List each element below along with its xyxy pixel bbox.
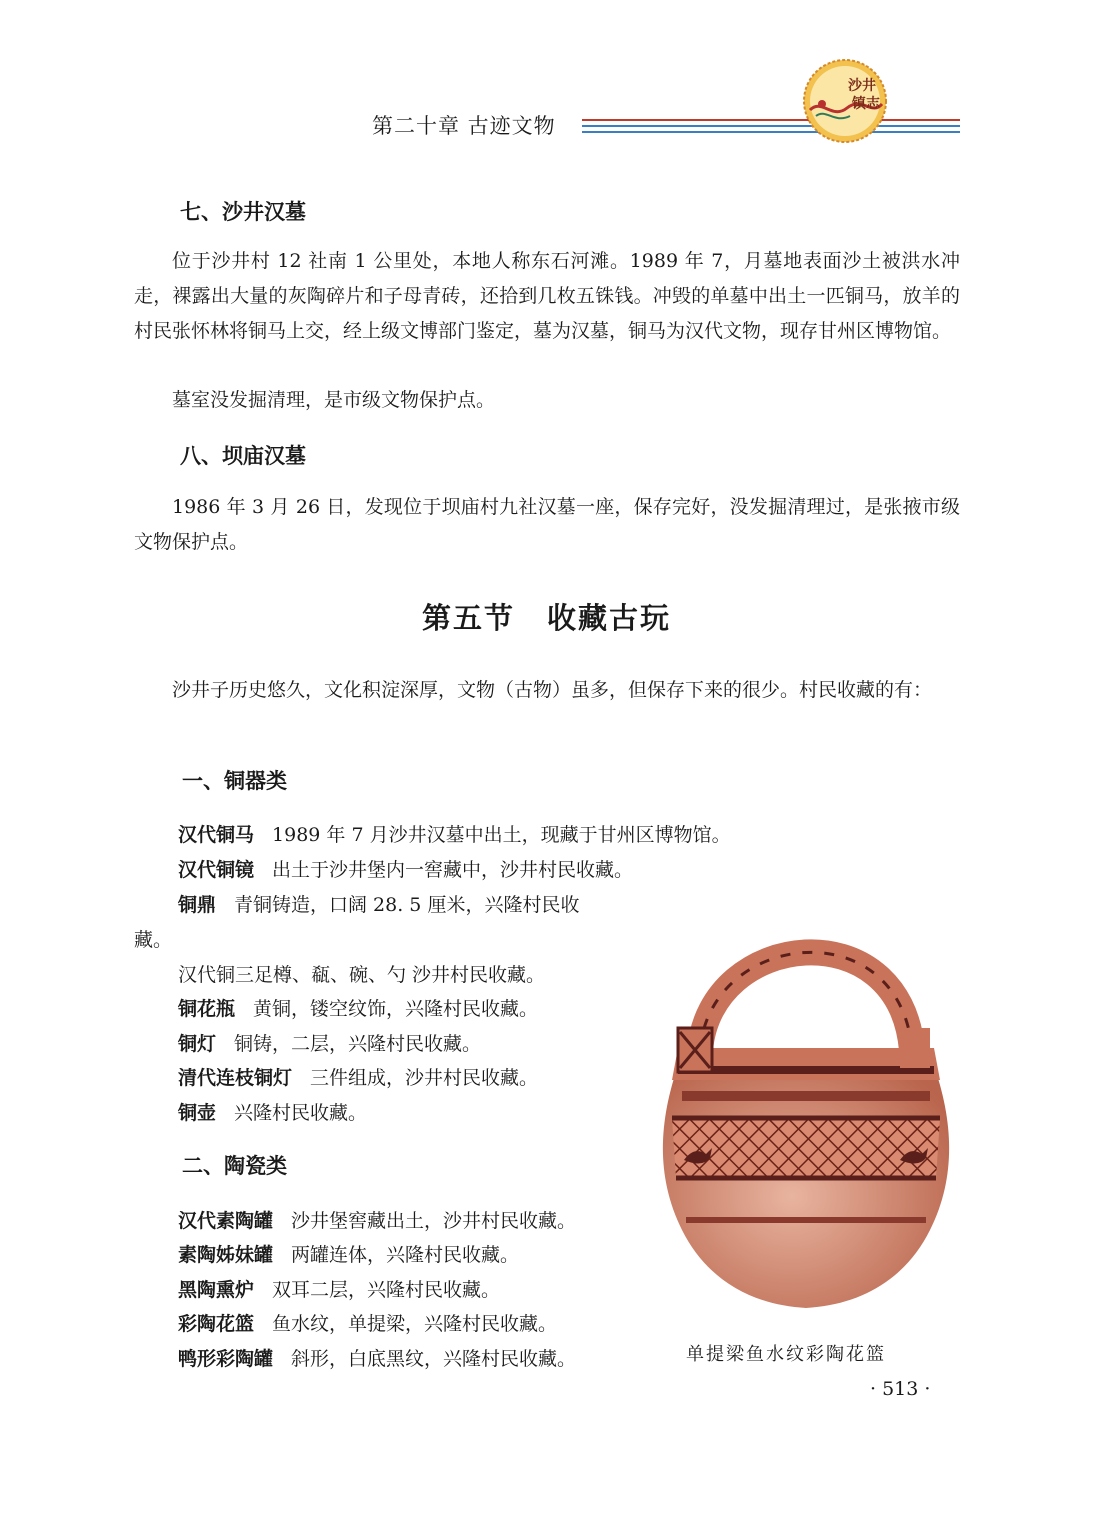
paragraph-collection-intro: 沙井子历史悠久，文化积淀深厚，文物（古物）虽多，但保存下来的很少。村民收藏的有： bbox=[172, 679, 933, 701]
list-item: 汉代素陶罐 沙井堡窖藏出土，沙井村民收藏。 bbox=[178, 1210, 577, 1232]
header-rule-blue-2 bbox=[582, 131, 960, 133]
painted-pottery-basket-image bbox=[650, 920, 962, 1320]
list-item: 鸭形彩陶罐 斜形，白底黑纹，兴隆村民收藏。 bbox=[178, 1348, 577, 1370]
list-item-wrap: 藏。 bbox=[134, 929, 173, 951]
list-item: 铜灯 铜铸，二层，兴隆村民收藏。 bbox=[178, 1033, 482, 1055]
list-item: 黑陶熏炉 双耳二层，兴隆村民收藏。 bbox=[178, 1279, 501, 1301]
section-title bbox=[0, 596, 1093, 637]
page-number: · 513 · bbox=[870, 1378, 931, 1400]
svg-text:镇志: 镇志 bbox=[852, 96, 880, 112]
heading-shajing-han-tomb: 七、沙井汉墓 bbox=[180, 200, 306, 224]
paragraph-bamiao-han-tomb: 1986 年 3 月 26 日，发现位于坝庙村九社汉墓一座，保存完好，没发掘清理过，是张掖市级文物保护点。 bbox=[134, 496, 960, 553]
figure-caption: 单提梁鱼水纹彩陶花篮 bbox=[686, 1344, 886, 1365]
list-item: 素陶姊妹罐 两罐连体，兴隆村民收藏。 bbox=[178, 1244, 520, 1266]
town-gazetteer-seal-icon bbox=[802, 58, 888, 144]
list-item: 彩陶花篮 鱼水纹，单提梁，兴隆村民收藏。 bbox=[178, 1313, 558, 1335]
list-item: 汉代铜马 1989 年 7 月沙井汉墓中出土，现藏于甘州区博物馆。 bbox=[178, 824, 731, 846]
chapter-header: 第二十章 古迹文物 bbox=[372, 114, 556, 138]
list-item: 汉代铜三足樽、瓻、碗、勺 沙井村民收藏。 bbox=[178, 964, 546, 986]
header-rule-blue-1 bbox=[582, 125, 960, 127]
list-item: 汉代铜镜 出土于沙井堡内一窖藏中，沙井村民收藏。 bbox=[178, 859, 634, 881]
list-item: 铜花瓶 黄铜，镂空纹饰，兴隆村民收藏。 bbox=[178, 998, 539, 1020]
paragraph-protection-status: 墓室没发掘清理，是市级文物保护点。 bbox=[172, 389, 496, 411]
header-rule-red bbox=[582, 119, 960, 121]
heading-bronze: 一、铜器类 bbox=[182, 769, 287, 793]
heading-bamiao-han-tomb: 八、坝庙汉墓 bbox=[180, 444, 306, 468]
svg-text:沙井: 沙井 bbox=[848, 78, 876, 94]
section-number: 第五节 bbox=[421, 601, 515, 635]
section-name: 收藏古玩 bbox=[547, 601, 672, 635]
paragraph-shajing-han-tomb: 位于沙井村 12 社南 1 公里处，本地人称东石河滩。1989 年 7，月墓地表面沙土被洪水冲走，裸露出大量的灰陶碎片和子母青砖，还拾到几枚五铢钱。冲毁的单墓中出土一匹铜马，放羊的村民张怀林将铜马上交，经上级文博部门鉴定，墓为汉墓，铜马为汉代文物，现存甘州区博物馆。 bbox=[134, 250, 960, 342]
list-item: 清代连枝铜灯 三件组成，沙井村民收藏。 bbox=[178, 1067, 539, 1089]
list-item: 铜鼎 青铜铸造，口阔 28. 5 厘米，兴隆村民收 bbox=[178, 894, 580, 916]
heading-pottery: 二、陶瓷类 bbox=[182, 1154, 287, 1178]
list-item: 铜壶 兴隆村民收藏。 bbox=[178, 1102, 368, 1124]
